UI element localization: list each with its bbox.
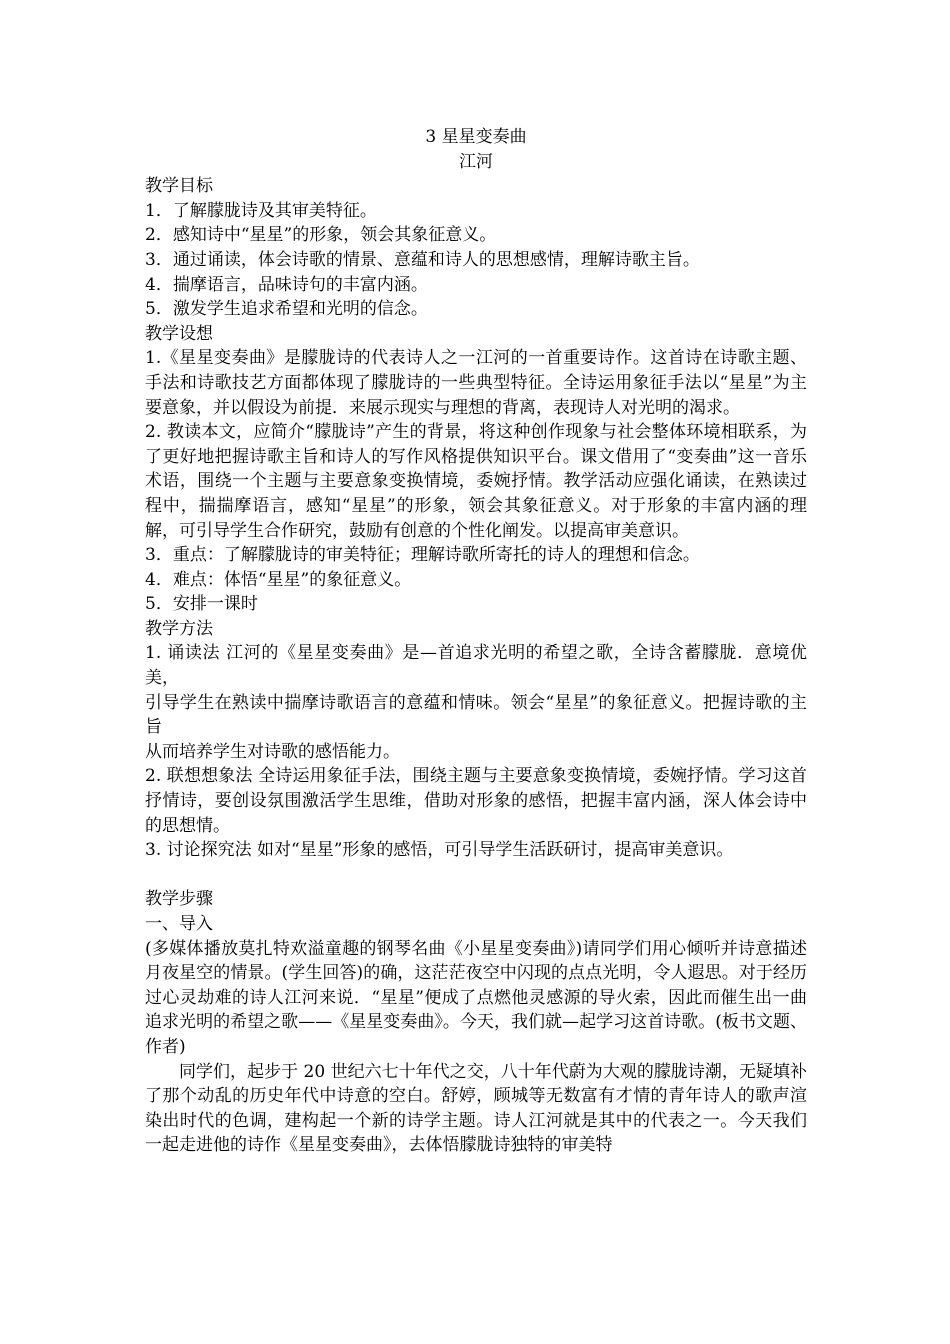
step-sub-heading: 一、导入 — [145, 914, 213, 934]
document-author: 江河 — [459, 151, 493, 172]
goal-item: 5．激发学生追求希望和光明的信念。 — [145, 299, 428, 320]
design-paragraph: 2. 教读本文，应简介“朦胧诗”产生的背景，将这种创作现象与社会整体环境相联系，为了更好地把握诗歌主旨和诗人的写作风格提供知识平台。课文借用了“变奏曲”这一音乐术语，围绕一个主题与主要意象变换情境，委婉抒情。教学活动应强化诵读，在熟读过程中，揣揣摩语言，感知“星星”的形象，领会其象征意义。对于形象的丰富内涵的理解，可引导学生合作研究，鼓励有创意的个性化阐发。以提高审美意识。 — [145, 422, 807, 541]
design-paragraph: 5．安排一课时 — [145, 594, 258, 615]
goal-item: 2．感知诗中“星星”的形象，领会其象征意义。 — [145, 225, 497, 246]
method-paragraph: 2. 联想想象法 全诗运用象征手法，围绕主题与主要意象变换情境，委婉抒情。学习这首抒情诗，要创设氛围激活学生思维，借助对形象的感悟，把握丰富内涵，深人体会诗中的思想情。 — [145, 766, 807, 836]
goal-item: 3．通过诵读，体会诗歌的情景、意蕴和诗人的思想感情，理解诗歌主旨。 — [145, 249, 700, 270]
method-paragraph: 3. 讨论探究法 如对“星星”形象的感悟，可引导学生活跃研讨，提高审美意识。 — [145, 840, 734, 861]
design-paragraph: 4．难点：体悟“星星”的象征意义。 — [145, 569, 412, 590]
section-heading-methods: 教学方法 — [145, 618, 213, 639]
steps-paragraph: 同学们，起步于 20 世纪六七十年代之交，八十年代蔚为大观的朦胧诗潮，无疑填补了那个动乱的历史年代中诗意的空白。舒婷，顾城等无数富有才情的青年诗人的歌声渲染出时代的色调，建构起一个新的诗学主题。诗人江河就是其中的代表之一。今天我们一起走进他的诗作《星星变奏曲》，去体悟朦胧诗独特的审美特 — [145, 1061, 807, 1156]
document-title: 3 星星变奏曲 — [425, 127, 527, 147]
section-heading-steps: 教学步骤 — [145, 889, 213, 910]
section-heading-goals: 教学目标 — [145, 176, 213, 197]
method-paragraph: 引导学生在熟读中揣摩诗歌语言的意蕴和情味。领会“星星”的象征意义。把握诗歌的主旨 — [145, 692, 807, 738]
goal-item: 4．揣摩语言，品味诗句的丰富内涵。 — [145, 274, 428, 295]
document-page — [145, 125, 807, 1158]
design-paragraph: 3．重点：了解朦胧诗的审美特征；理解诗歌所寄托的诗人的理想和信念。 — [145, 545, 700, 566]
steps-paragraph: (多媒体播放莫扎特欢溢童趣的钢琴名曲《小星星变奏曲》)请同学们用心倾听并诗意描述月夜星空的情景。(学生回答)的确，这茫茫夜空中闪现的点点光明，令人遐思。对于经历过心灵劫难的诗人江河来说．“星星”便成了点燃他灵感源的导火索，因此而催生出一曲追求光明的希望之歌——《星星变奏曲》。今天，我们就—起学习这首诗歌。(板书文题、作者) — [145, 938, 807, 1057]
section-heading-design: 教学设想 — [145, 323, 213, 344]
design-paragraph: 1.《星星变奏曲》是朦胧诗的代表诗人之一江河的一首重要诗作。这首诗在诗歌主题、手法和诗歌技艺方面都体现了朦胧诗的一些典型特征。全诗运用象征手法以“星星”为主要意象，并以假设为前提．来展示现实与理想的背离，表现诗人对光明的渴求。 — [145, 348, 807, 418]
method-paragraph: 从而培养学生对诗歌的感悟能力。 — [145, 741, 400, 762]
goal-item: 1．了解朦胧诗及其审美特征。 — [145, 200, 377, 221]
method-paragraph: 1. 诵读法 江河的《星星变奏曲》是—首追求光明的希望之歌，全诗含蓄朦胧．意境优美， — [145, 643, 807, 689]
blank-line — [145, 863, 807, 888]
